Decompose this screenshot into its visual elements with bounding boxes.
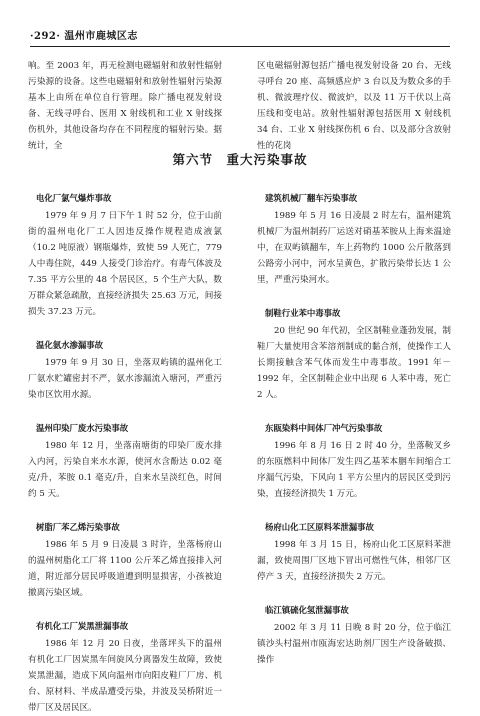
incident-title: 杨府山化工区原料苯泄漏事故 [265, 522, 374, 532]
incident-body: 1979 年 9 月 7 日下午 1 时 52 分，位于山前街的温州电化厂工人因违反操作规程造成液氯（10.2 吨原液）钢瓶爆炸，致使 59 人死亡，779 人中毒住院，449 人接受门诊治疗。有毒气体波及 7.35 平方公里的 48 个居民区，5 个生产大队，数万群众紧急疏散，直接经济损失 25.63 万元，间接损失 37.23 万元。 [28, 211, 222, 317]
incident-title: 建筑机械厂翻车污染事故 [265, 193, 358, 203]
incident-title: 制鞋行业苯中毒事故 [265, 308, 341, 318]
incident-body: 20 世纪 90 年代初，全区制鞋业蓬勃发展，制鞋厂大量使用含苯溶剂制成的黏合剂，使操作工人长期接触含苯气体而发生中毒事故。1991 年－1992 年，全区制鞋企业中出现 6 人苯中毒，死亡 2 人。 [257, 326, 451, 400]
incident-body: 1998 年 3 月 15 日，杨府山化工区原料苯泄漏，致使周围厂区地下冒出可燃性气体，相邻厂区停产 3 天，直接经济损失 2 万元。 [257, 540, 451, 582]
continued-paragraph-right: 区电磁辐射源包括广播电视发射设备 20 台、无线寻呼台 20 座、高频感应炉 3 台以及为数众多的手机、微波理疗仪、微波炉，以及 11 万千伏以上高压线和变电站。放射性辐射源包括医用 X 射线机 34 台、工业 X 射线探伤机 6 台、以及部分含放射性的花岗 [257, 61, 451, 151]
incident-body: 1986 年 5 月 9 日凌晨 3 时许，坐落杨府山的温州树脂化工厂将 1100 公斤苯乙烯直接排入河道，附近部分居民呼吸道遭到明显损害，小孩被迫撤离污染区域。 [28, 540, 222, 598]
incident-title: 电化厂氯气爆炸事故 [36, 193, 112, 203]
page-header-text: ·292· 温州市鹿城区志 [30, 31, 138, 42]
incident-title: 东瓯染料中间体厂冲气污染事故 [265, 423, 383, 433]
incident-title: 温州印染厂废水污染事故 [36, 423, 129, 433]
incident-body: 1996 年 8 月 16 日 2 时 40 分，坐落鞍叉乡的东瓯燃料中间体厂发生四乙基苯本胭车间缩合工序漏气污染，下风向 1 平方公里内的居民区受到污染，直接经济损失 1 万元。 [257, 441, 451, 499]
top-left-column [28, 58, 222, 154]
section-title: 第六节 重大污染事故 [172, 152, 308, 167]
incidents-right-column [257, 186, 451, 668]
incident-body: 1986 年 12 月 20 日夜，坐落坪头下的温州有机化工厂因炭黑车间旋风分离器发生故障，致使炭黑泄漏，造成下风向温州市向阳皮鞋厂厂房、机台、原材料、半成品遭受污染，并波及吴桥附近一带厂区及居民区。 [28, 639, 222, 713]
incident-body: 1979 年 9 月 30 日，坐落双屿镇的温州化工厂氨水贮罐密封不严，氨水渗漏流入塘河，严重污染市区饮用水源。 [28, 358, 222, 400]
incidents-left-column [28, 186, 222, 716]
top-right-column [257, 58, 451, 154]
continued-paragraph-left: 响。至 2003 年，再无检测电磁辐射和放射性辐射污染源的设备。这些电磁辐射和放射性辐射污染源基本上由所在单位自行管理。除广播电视发射设备、无线寻呼台、医用 X 射线机和工业 X 射线探伤机外，其他设备均存在不同程度的辐射污染。据统计，全 [28, 61, 222, 151]
incident-body: 1989 年 5 月 16 日凌晨 2 时左右，温州建筑机械厂为温州制药厂运送对硝基苯胺从上海来温途中，在双屿镇翻车，车上药物约 1000 公斤散落到公路旁小河中，河水呈黄色，扩散污染带长达 1 公里，严重污染河水。 [257, 211, 451, 285]
incident-body: 2002 年 3 月 11 日晚 8 时 20 分，位于临江镇沙头村温州市瓯海宏达助剂厂因生产设备破损、操作 [257, 623, 451, 665]
incident-body: 1980 年 12 月，坐落南塘街的印染厂废水排入内河，污染自来水水源，使河水含酚达 0.02 毫克/升，苯胺 0.1 毫克/升，自来水呈淡红色，时间约 5 天。 [28, 441, 222, 499]
incident-title: 临江镇硫化氢泄漏事故 [265, 605, 349, 615]
page-header [30, 24, 450, 47]
incident-title: 温化氨水渗漏事故 [36, 340, 103, 350]
incident-title: 树脂厂苯乙烯污染事故 [36, 522, 120, 532]
incident-title: 有机化工厂炭黑泄漏事故 [36, 621, 129, 631]
